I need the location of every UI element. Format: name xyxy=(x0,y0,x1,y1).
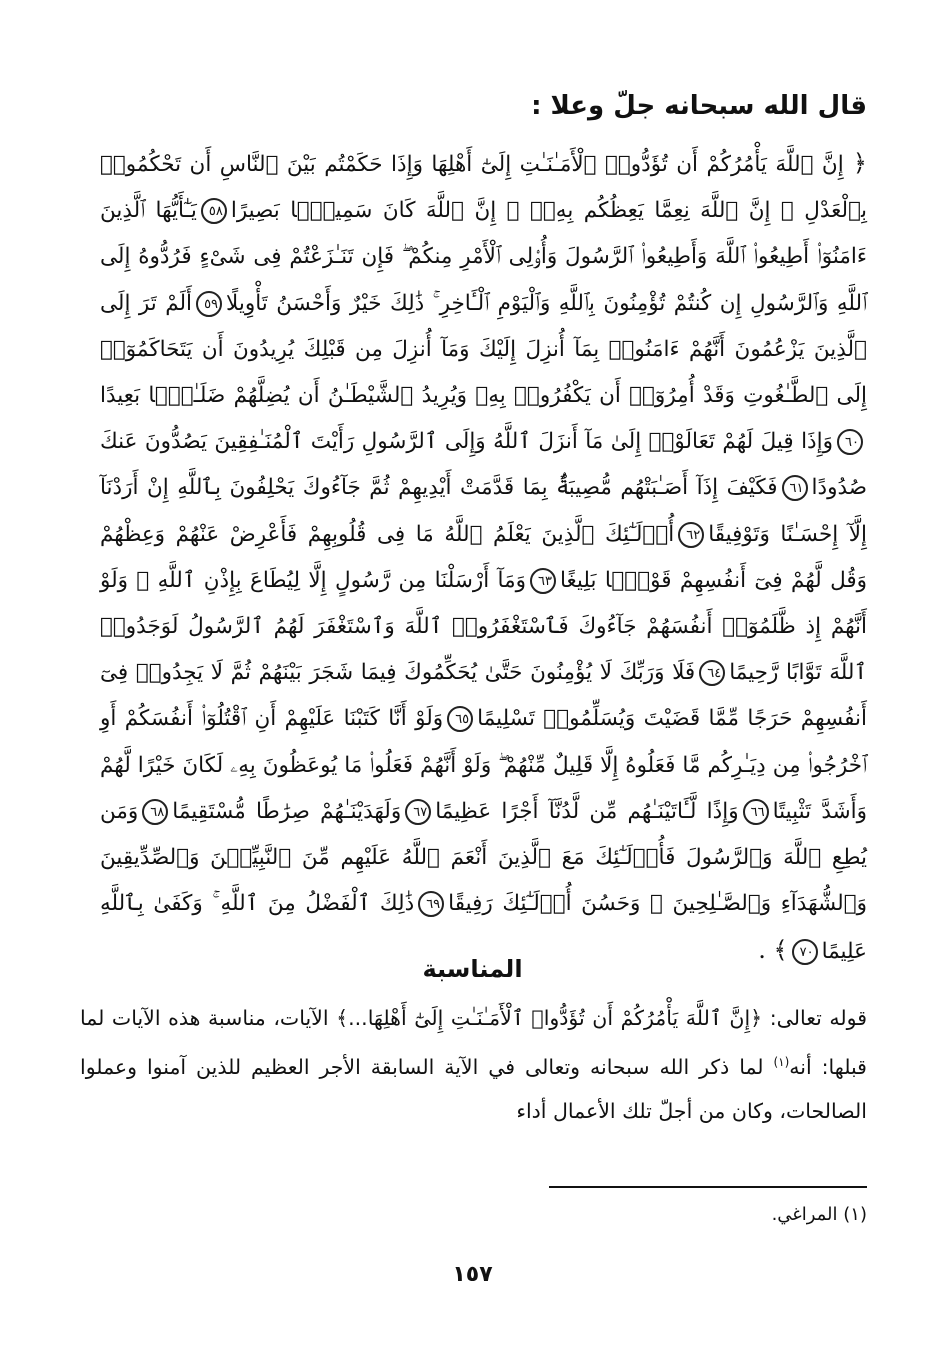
verse-text: وَمَن يُطِعِ ٱللَّهَ وَٱلرَّسُولَ فَأُو۟لَـٰٓئِكَ مَعَ ٱلَّذِينَ أَنْعَمَ ٱللَّهُ عَلَيْهِم مِّنَ ٱلنَّبِيِّـۧنَ وَٱلصِّدِّيقِينَ وَٱلشُّهَدَآءِ وَٱلصَّـٰلِحِينَ ۚ وَحَسُنَ أُو۟لَـٰٓئِكَ رَفِيقًا xyxy=(100,798,867,917)
verse-text: فَلَا وَرَبِّكَ لَا يُؤْمِنُونَ حَتَّىٰ يُحَكِّمُوكَ فِيمَا شَجَرَ بَيْنَهُمْ ثُمَّ لَا يَجِدُوا۟ فِىٓ أَنفُسِهِمْ حَرَجًا مِّمَّا قَضَيْتَ وَيُسَلِّمُوا۟ تَسْلِيمًا xyxy=(100,660,867,732)
verse-text: أَلَمْ تَرَ إِلَى ٱلَّذِينَ يَزْعُمُونَ أَنَّهُمْ ءَامَنُوا۟ بِمَآ أُنزِلَ إِلَيْكَ وَمَآ أُنزِلَ مِن قَبْلِكَ يُرِيدُونَ أَن يَتَحَاكَمُوٓا۟ إِلَى ٱلطَّـٰغُوتِ وَقَدْ أُمِرُوٓا۟ أَن يَكْفُرُوا۟ بِهِۦ وَيُرِيدُ ٱلشَّيْطَـٰنُ أَن يُضِلَّهُمْ ضَلَـٰلًۢا بَعِيدًا xyxy=(100,290,867,409)
body-line-2-pre: مناسبة هذه الآيات لما قبلها: أنه xyxy=(80,1006,867,1079)
verse-number-badge: ٦٤ xyxy=(699,660,725,686)
verse-text: فَكَيْفَ إِذَآ أَصَـٰبَتْهُم مُّصِيبَةٌۢ بِمَا قَدَّمَتْ أَيْدِيهِمْ ثُمَّ جَآءُوكَ يَحْلِفُونَ بِٱللَّهِ إِنْ أَرَدْنَآ إِلَّآ إِحْسَـٰنًا وَتَوْفِيقًا xyxy=(100,475,867,547)
verse-text: وَإِذَا قِيلَ لَهُمْ تَعَالَوْا۟ إِلَىٰ مَآ أَنزَلَ ٱللَّهُ وَإِلَى ٱلرَّسُولِ رَأَيْتَ ٱلْمُنَـٰفِقِينَ يَصُدُّونَ عَنكَ صُدُودًا xyxy=(100,429,867,501)
verse-number-badge: ٥٩ xyxy=(196,291,222,317)
verse-number-badge: ٦٣ xyxy=(530,568,556,594)
page-heading: قال الله سبحانه جلّ وعلا : xyxy=(531,91,867,121)
verse-number-badge: ٦١ xyxy=(782,475,808,501)
verse-text: ذَٰلِكَ ٱلْفَضْلُ مِنَ ٱللَّهِ ۚ وَكَفَىٰ بِٱللَّهِ عَلِيمًا xyxy=(100,891,867,965)
body-line-1: قوله تعالى: ﴿إِنَّ ٱللَّهَ يَأْمُرُكُمْ أَن تُؤَدُّوا۟ ٱلْأَمَـٰنَـٰتِ إِلَىٰٓ أَهْلِهَا...﴾ الآيات، xyxy=(273,1006,867,1030)
verse-number-badge: ٦٥ xyxy=(447,706,473,732)
footnote-divider xyxy=(549,1186,867,1188)
verse-text: وَإِذًا لَّـَٔاتَيْنَـٰهُم مِّن لَّدُنَّآ أَجْرًا عَظِيمًا xyxy=(435,798,739,824)
verse-text: أُو۟لَـٰٓئِكَ ٱلَّذِينَ يَعْلَمُ ٱللَّهُ مَا فِى قُلُوبِهِمْ فَأَعْرِضْ عَنْهُمْ وَعِظْهُمْ وَقُل لَّهُمْ فِىٓ أَنفُسِهِمْ قَوْلًۢا بَلِيغًا xyxy=(100,521,868,593)
verse-number-badge: ٦٠ xyxy=(837,429,863,455)
verse-number-badge: ٦٢ xyxy=(678,522,704,548)
verse-number-badge: ٥٨ xyxy=(201,198,227,224)
verse-text: يَـٰٓأَيُّهَا ٱلَّذِينَ ءَامَنُوٓا۟ أَطِيعُوا۟ ٱللَّهَ وَأَطِيعُوا۟ ٱلرَّسُولَ وَأُو۟لِى ٱلْأَمْرِ مِنكُمْ ۖ فَإِن تَنَـٰزَعْتُمْ فِى شَىْءٍ فَرُدُّوهُ إِلَى ٱللَّهِ وَٱلرَّسُولِ إِن كُنتُمْ تُؤْمِنُونَ بِٱللَّهِ وَٱلْيَوْمِ ٱلْـَٔاخِرِ ۚ ذَٰلِكَ خَيْرٌ وَأَحْسَنُ تَأْوِيلًا xyxy=(100,198,867,316)
verse-open-bracket: ﴿ xyxy=(843,149,867,177)
verse-text: إِنَّ ٱللَّهَ يَأْمُرُكُمْ أَن تُؤَدُّوا۟ ٱلْأَمَـٰنَـٰتِ إِلَىٰٓ أَهْلِهَا وَإِذَا حَكَمْتُم بَيْنَ ٱلنَّاسِ أَن تَحْكُمُوا۟ بِٱلْعَدْلِ ۚ إِنَّ ٱللَّهَ نِعِمَّا يَعِظُكُم بِهِۦٓ ۗ إِنَّ ٱللَّهَ كَانَ سَمِيعًۢا بَصِيرًا xyxy=(100,152,867,224)
verse-text: وَلَهَدَيْنَـٰهُمْ صِرَٰطًا مُّسْتَقِيمًا xyxy=(172,798,402,824)
verse-number-badge: ٦٧ xyxy=(405,799,431,825)
quran-verses-block xyxy=(100,140,867,976)
verse-number-badge: ٦٩ xyxy=(418,891,444,917)
body-paragraph xyxy=(80,996,867,1133)
verse-close-bracket: ﴾ . xyxy=(758,936,788,965)
section-title: المناسبة xyxy=(422,955,523,983)
verse-number-badge: ٧٠ xyxy=(792,939,818,965)
footnote: (١) المراغي. xyxy=(771,1204,867,1225)
body-line-2-post: لما ذكر الله سبحانه وتعالى في الآية السابقة الأجر العظيم للذين آمنوا وعملوا الصالحات، وكان من أجلّ تلك الأعمال أداء xyxy=(80,1054,867,1123)
verse-number-badge: ٦٨ xyxy=(142,799,168,825)
verse-text: وَمَآ أَرْسَلْنَا مِن رَّسُولٍ إِلَّا لِيُطَاعَ بِإِذْنِ ٱللَّهِ ۚ وَلَوْ أَنَّهُمْ إِذ ظَّلَمُوٓا۟ أَنفُسَهُمْ جَآءُوكَ فَٱسْتَغْفَرُوا۟ ٱللَّهَ وَٱسْتَغْفَرَ لَهُمُ ٱلرَّسُولُ لَوَجَدُوا۟ ٱللَّهَ تَوَّابًا رَّحِيمًا xyxy=(100,567,868,686)
verse-text: وَلَوْ أَنَّا كَتَبْنَا عَلَيْهِمْ أَنِ ٱقْتُلُوٓا۟ أَنفُسَكُمْ أَوِ ٱخْرُجُوا۟ مِن دِيَـٰرِكُم مَّا فَعَلُوهُ إِلَّا قَلِيلٌ مِّنْهُمْ ۖ وَلَوْ أَنَّهُمْ فَعَلُوا۟ مَا يُوعَظُونَ بِهِۦ لَكَانَ خَيْرًا لَّهُمْ وَأَشَدَّ تَثْبِيتًا xyxy=(100,706,867,824)
page-number: ١٥٧ xyxy=(452,1262,493,1287)
verse-number-badge: ٦٦ xyxy=(743,799,769,825)
footnote-reference: (١) xyxy=(773,1055,790,1069)
